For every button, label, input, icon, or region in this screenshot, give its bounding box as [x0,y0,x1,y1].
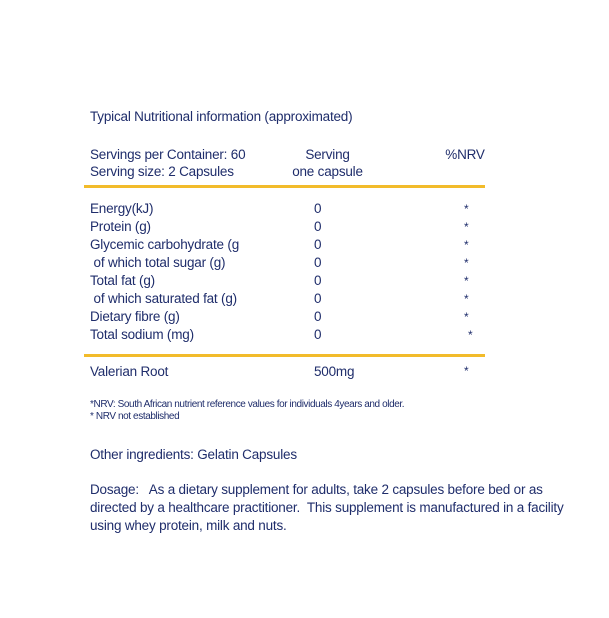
nutrient-value: 0 [314,273,322,288]
nutrient-name: Dietary fibre (g) [90,309,180,324]
footnote-nrv-reference: *NRV: South African nutrient reference values for individuals 4years and older. [90,399,405,410]
divider-bottom [84,354,485,357]
footnotes [90,399,404,423]
nutrient-name: Glycemic carbohydrate (g [90,237,240,252]
active-ingredient-value: 500mg [314,364,355,379]
nutrient-name: of which saturated fat (g) [90,291,237,306]
serving-header-line1: Serving [305,147,350,162]
nutrient-value: 0 [314,255,322,270]
nutrient-value: 0 [314,219,322,234]
nrv-column-header: %NRV [445,147,485,162]
nutrient-nrv: * [464,238,469,252]
dosage-text: Dosage: As a dietary supplement for adults, take 2 capsules before bed or as directed by a healthcare practitioner. This supplement is manufactured in a facility using whey protein, milk and nuts. [90,482,568,533]
servings-info [90,146,245,180]
divider-top [84,185,485,188]
active-ingredient-name: Valerian Root [90,364,169,379]
serving-header-line2: one capsule [292,164,363,179]
nutrient-value: 0 [314,237,322,252]
nutrient-nrv: * [464,202,469,216]
nutrient-name: Energy(kJ) [90,201,154,216]
nutrient-nrv: * [464,310,469,324]
nutrient-value: 0 [314,327,322,342]
nutrient-name: Protein (g) [90,219,151,234]
nutrient-value: 0 [314,309,322,324]
serving-column-header [290,146,365,180]
footnote-nrv-not-established: * NRV not established [90,411,180,422]
nutrient-nrv: * [468,328,473,342]
other-ingredients: Other ingredients: Gelatin Capsules [90,447,297,462]
nutrient-name: Total fat (g) [90,273,155,288]
nutrient-value: 0 [314,201,322,216]
nutrient-nrv: * [464,256,469,270]
nutrient-nrv: * [464,220,469,234]
servings-per-container: Servings per Container: 60 [90,147,246,162]
serving-size: Serving size: 2 Capsules [90,164,234,179]
nutrient-name: Total sodium (mg) [90,327,194,342]
active-ingredient-nrv: * [464,364,469,378]
nutrient-value: 0 [314,291,322,306]
nutrient-nrv: * [464,292,469,306]
nutrient-name: of which total sugar (g) [90,255,226,270]
label-title: Typical Nutritional information (approximated) [90,109,353,124]
nutrient-nrv: * [464,274,469,288]
